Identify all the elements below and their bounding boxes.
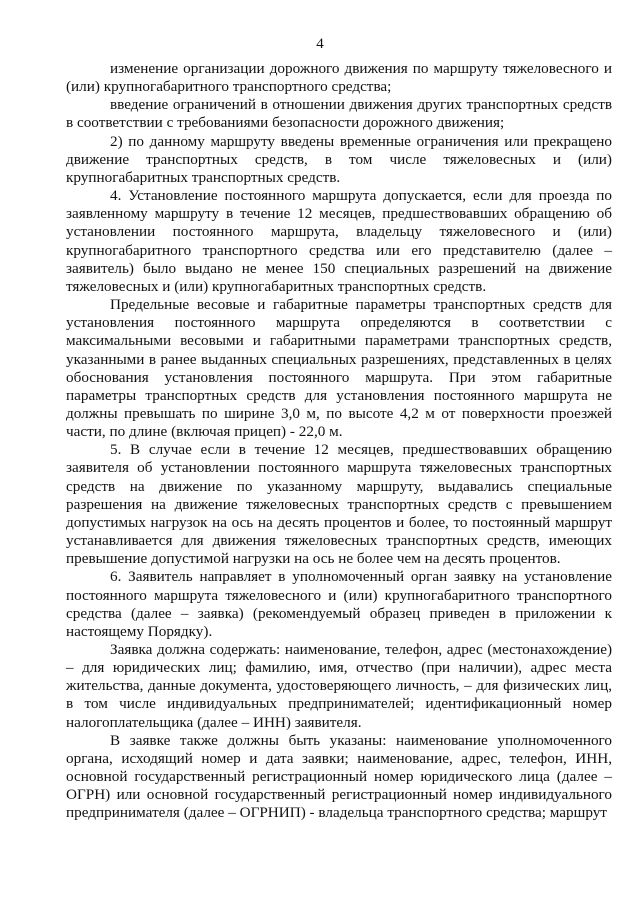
- paragraph-item-5-axle-load: 5. В случае если в течение 12 месяцев, предшествовавших обращению заявителя об установлении постоянного маршрута тяжеловесных транспортных средств на движение по указанному маршруту, выдавались специальные разрешения на движение тяжеловесных транспортных средств с превышением допустимых нагрузок на ось на десять процентов и более, то постоянный маршрут устанавливается для движения тяжеловесных транспортных средств, имеющих превышение допустимой нагрузки на ось не более чем на десять процентов.: [66, 441, 612, 568]
- paragraph-traffic-restrictions: введение ограничений в отношении движения других транспортных средств в соответствии с требованиями безопасности дорожного движения;: [66, 96, 612, 132]
- document-body: [66, 60, 612, 823]
- paragraph-limit-parameters: Предельные весовые и габаритные параметры транспортных средств для установления постоянного маршрута определяются в соответствии с максимальными весовыми и габаритными параметрами транспортных средств, указанными в ранее выданных специальных разрешениях, представленных в целях обоснования установления постоянного маршрута. При этом габаритные параметры транспортных средств для установления постоянного маршрута не должны превышать по ширине 3,0 м, по высоте 4,2 м от поверхности проезжей части, по длине (включая прицеп) - 22,0 м.: [66, 296, 612, 441]
- paragraph-application-contents: Заявка должна содержать: наименование, телефон, адрес (местонахождение) – для юридических лиц; фамилию, имя, отчество (при наличии), адрес места жительства, данные документа, удостоверяющего личность, – для физических лиц, в том числе индивидуальных предпринимателей; идентификационный номер налогоплательщика (далее – ИНН) заявителя.: [66, 641, 612, 731]
- paragraph-item-4-permanent-route: 4. Установление постоянного маршрута допускается, если для проезда по заявленному маршруту в течение 12 месяцев, предшествовавших обращению об установлении постоянного маршрута, владельцу тяжеловесного и (или) крупногабаритного транспортного средства или его представителю (далее – заявитель) было выдано не менее 150 специальных разрешений на движение тяжеловесных и (или) крупногабаритных транспортных средств.: [66, 187, 612, 295]
- paragraph-traffic-organization-change: изменение организации дорожного движения по маршруту тяжеловесного и (или) крупногабаритного транспортного средства;: [66, 60, 612, 96]
- paragraph-item-6-application: 6. Заявитель направляет в уполномоченный орган заявку на установление постоянного маршрута тяжеловесного и (или) крупногабаритного транспортного средства (далее – заявка) (рекомендуемый образец приведен в приложении к настоящему Порядку).: [66, 568, 612, 640]
- page-number: 4: [316, 36, 324, 52]
- paragraph-application-additional: В заявке также должны быть указаны: наименование уполномоченного органа, исходящий номер и дата заявки; наименование, адрес, телефон, ИНН, основной государственный регистрационный номер юридического лица (далее – ОГРН) или основной государственный регистрационный номер индивидуального предпринимателя (далее – ОГРНИП) - владельца транспортного средства; маршрут: [66, 731, 612, 822]
- paragraph-item-2-temporary-restrictions: 2) по данному маршруту введены временные ограничения или прекращено движение транспортных средств, в том числе тяжеловесных и (или) крупногабаритных транспортных средств.: [66, 132, 612, 186]
